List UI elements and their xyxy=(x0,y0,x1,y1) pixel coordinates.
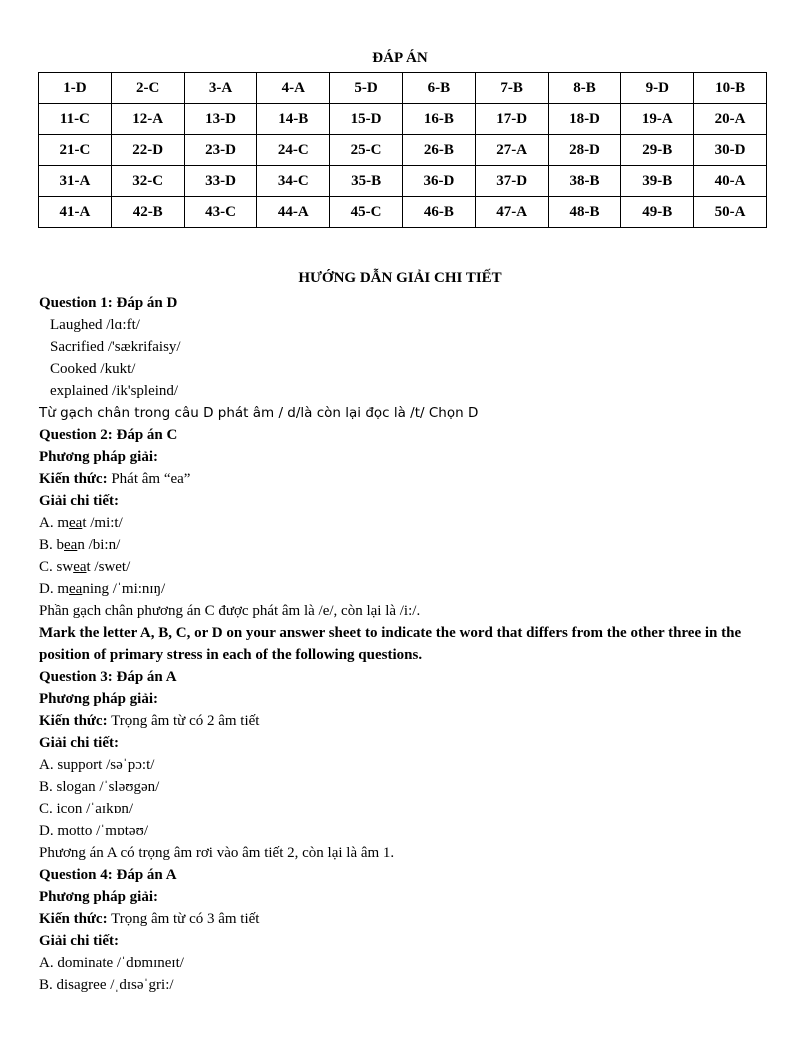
answer-cell: 34-C xyxy=(257,166,330,197)
answer-row xyxy=(39,73,767,104)
q3-option-a: A. support /səˈpɔ:t/ xyxy=(39,757,155,773)
answer-cell: 19-A xyxy=(621,104,694,135)
answer-cell: 50-A xyxy=(694,197,767,228)
knowledge-text: Trọng âm từ có 2 âm tiết xyxy=(111,713,260,729)
knowledge-label: Kiến thức: xyxy=(39,911,108,927)
answer-cell: 39-B xyxy=(621,166,694,197)
answer-cell: 37-D xyxy=(475,166,548,197)
answer-cell: 8-B xyxy=(548,73,621,104)
answer-cell: 2-C xyxy=(111,73,184,104)
q1-word: Cooked /kukt/ xyxy=(50,361,136,377)
q2-method-label: Phương pháp giải: xyxy=(39,449,159,465)
q3-option-b: B. slogan /ˈsləʊgən/ xyxy=(39,779,160,795)
answer-row xyxy=(39,166,767,197)
answer-cell: 21-C xyxy=(39,135,112,166)
answer-cell: 31-A xyxy=(39,166,112,197)
answer-cell: 40-A xyxy=(694,166,767,197)
answer-key-table xyxy=(38,72,767,228)
answer-cell: 20-A xyxy=(694,104,767,135)
q4-method-label: Phương pháp giải: xyxy=(39,889,159,905)
answer-cell: 30-D xyxy=(694,135,767,166)
knowledge-label: Kiến thức: xyxy=(39,713,108,729)
answer-cell: 43-C xyxy=(184,197,257,228)
detailed-guide-title: HƯỚNG DẪN GIẢI CHI TIẾT xyxy=(298,270,502,286)
answer-cell: 6-B xyxy=(402,73,475,104)
answer-cell: 49-B xyxy=(621,197,694,228)
knowledge-text: Phát âm “ea” xyxy=(111,471,191,487)
answer-cell: 44-A xyxy=(257,197,330,228)
q2-option-c: C. sweat /swet/ xyxy=(39,559,131,575)
answer-row xyxy=(39,197,767,228)
answer-cell: 23-D xyxy=(184,135,257,166)
answer-cell: 38-B xyxy=(548,166,621,197)
q4-detail-label: Giải chi tiết: xyxy=(39,933,119,949)
question-3-heading: Question 3: Đáp án A xyxy=(39,669,177,685)
answer-cell: 46-B xyxy=(402,197,475,228)
answer-cell: 3-A xyxy=(184,73,257,104)
answer-cell: 22-D xyxy=(111,135,184,166)
q1-conclusion: Từ gạch chân trong câu D phát âm / d/là còn lại đọc là /t/ Chọn D xyxy=(39,405,479,421)
answer-row xyxy=(39,104,767,135)
answer-cell: 5-D xyxy=(330,73,403,104)
answer-cell: 27-A xyxy=(475,135,548,166)
answer-cell: 47-A xyxy=(475,197,548,228)
answer-cell: 9-D xyxy=(621,73,694,104)
question-1-heading: Question 1: Đáp án D xyxy=(39,295,178,311)
answer-cell: 17-D xyxy=(475,104,548,135)
answer-cell: 25-C xyxy=(330,135,403,166)
question-2-heading: Question 2: Đáp án C xyxy=(39,427,178,443)
q2-conclusion: Phần gạch chân phương án C được phát âm là /e/, còn lại là /i:/. xyxy=(39,603,421,619)
answer-cell: 26-B xyxy=(402,135,475,166)
answer-cell: 29-B xyxy=(621,135,694,166)
answer-cell: 41-A xyxy=(39,197,112,228)
knowledge-text: Trọng âm từ có 3 âm tiết xyxy=(111,911,260,927)
answer-cell: 28-D xyxy=(548,135,621,166)
question-4-heading: Question 4: Đáp án A xyxy=(39,867,177,883)
q3-conclusion: Phương án A có trọng âm rơi vào âm tiết 2, còn lại là âm 1. xyxy=(39,845,395,861)
answer-cell: 24-C xyxy=(257,135,330,166)
answer-cell: 33-D xyxy=(184,166,257,197)
answer-key-title: ĐÁP ÁN xyxy=(372,50,428,66)
q1-word: explained /ik'spleind/ xyxy=(50,383,179,399)
answer-cell: 35-B xyxy=(330,166,403,197)
q3-option-c: C. icon /ˈaɪkɒn/ xyxy=(39,801,134,817)
guide-content xyxy=(39,292,779,996)
answer-cell: 16-B xyxy=(402,104,475,135)
answer-cell: 45-C xyxy=(330,197,403,228)
q3-method-label: Phương pháp giải: xyxy=(39,691,159,707)
answer-cell: 12-A xyxy=(111,104,184,135)
answer-cell: 13-D xyxy=(184,104,257,135)
answer-cell: 32-C xyxy=(111,166,184,197)
q2-option-b: B. bean /bi:n/ xyxy=(39,537,121,553)
q2-option-d: D. meaning /ˈmi:nɪŋ/ xyxy=(39,581,166,597)
q1-word: Sacrified /'sækrifaisy/ xyxy=(50,339,181,355)
q4-option-a: A. dominate /ˈdɒmɪneɪt/ xyxy=(39,955,184,971)
answer-cell: 18-D xyxy=(548,104,621,135)
q3-knowledge xyxy=(39,710,779,732)
answer-cell: 42-B xyxy=(111,197,184,228)
answer-cell: 7-B xyxy=(475,73,548,104)
q3-option-d: D. motto /ˈmɒtəʊ/ xyxy=(39,823,148,839)
q1-word: Laughed /lɑ:ft/ xyxy=(50,317,140,333)
answer-cell: 4-A xyxy=(257,73,330,104)
answer-cell: 1-D xyxy=(39,73,112,104)
answer-cell: 36-D xyxy=(402,166,475,197)
answer-row xyxy=(39,135,767,166)
answer-cell: 11-C xyxy=(39,104,112,135)
answer-cell: 10-B xyxy=(694,73,767,104)
q2-option-a: A. meat /mi:t/ xyxy=(39,515,123,531)
knowledge-label: Kiến thức: xyxy=(39,471,108,487)
q4-knowledge xyxy=(39,908,779,930)
answer-cell: 15-D xyxy=(330,104,403,135)
q2-detail-label: Giải chi tiết: xyxy=(39,493,119,509)
stress-instruction: Mark the letter A, B, C, or D on your answer sheet to indicate the word that differs from the other three in the position of primary stress in each of the following questions. xyxy=(39,625,742,663)
answer-cell: 48-B xyxy=(548,197,621,228)
q3-detail-label: Giải chi tiết: xyxy=(39,735,119,751)
q4-option-b: B. disagree /ˌdɪsəˈgri:/ xyxy=(39,977,174,993)
q2-knowledge xyxy=(39,468,779,490)
answer-cell: 14-B xyxy=(257,104,330,135)
